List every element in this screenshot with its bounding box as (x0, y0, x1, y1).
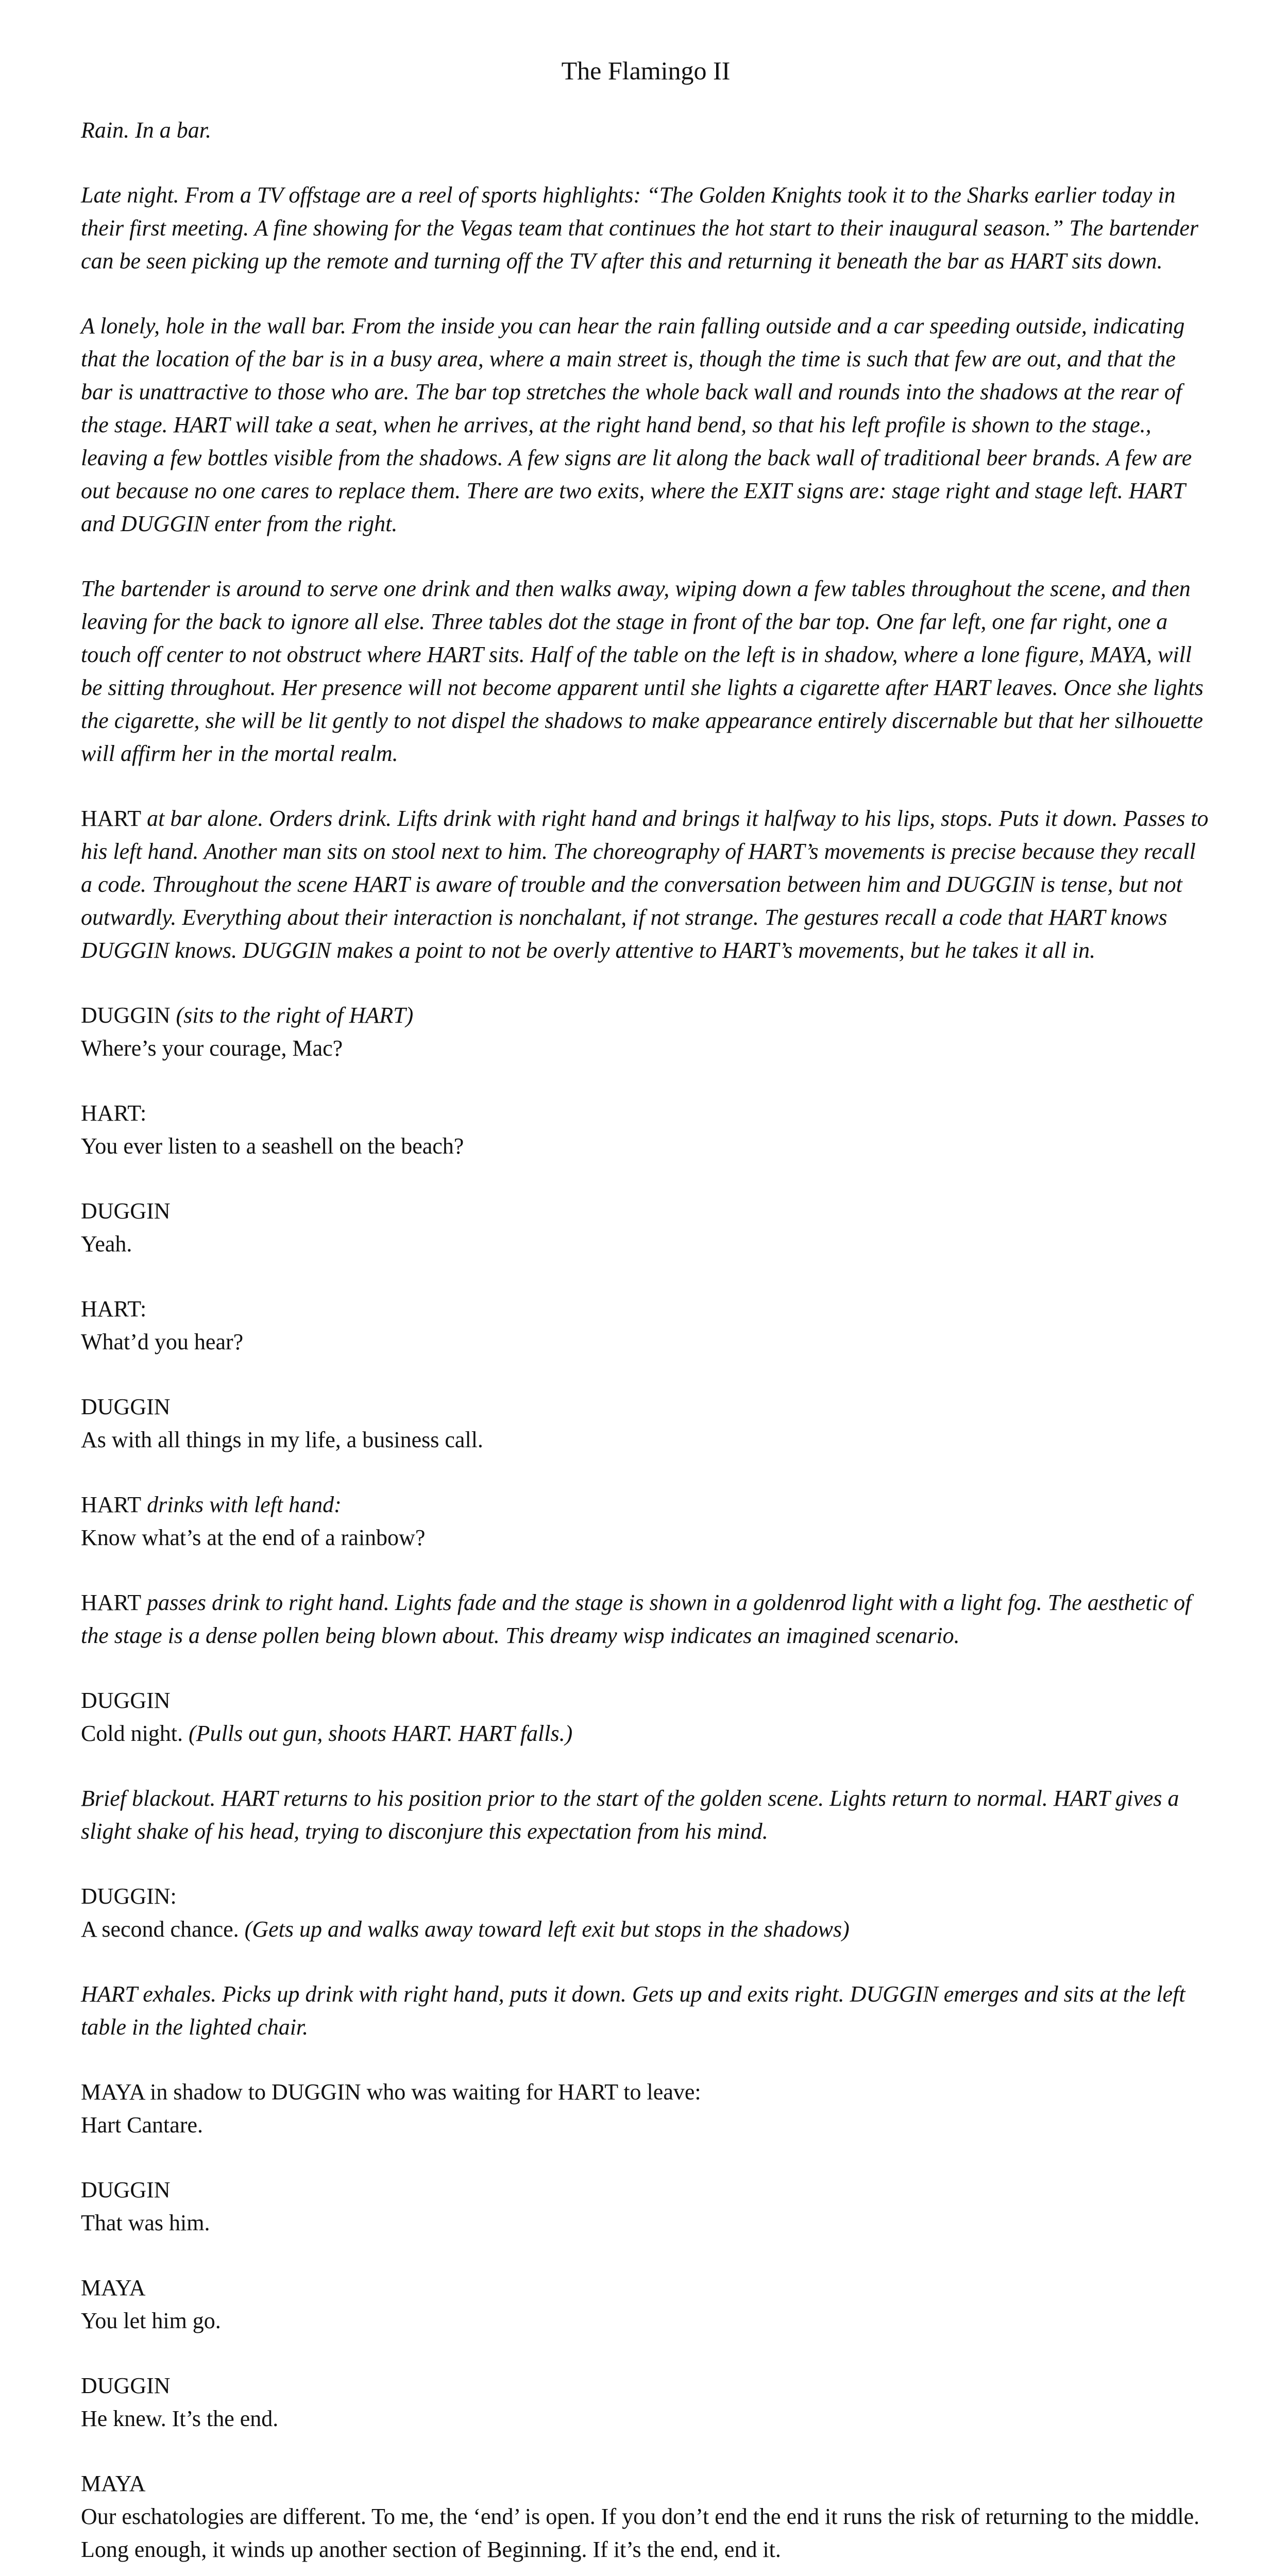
dialogue-text: Yeah. (81, 1231, 132, 1257)
dialogue-line (81, 1913, 1211, 1946)
character-name: DUGGIN (81, 1003, 171, 1028)
stage-direction-text: at bar alone. Orders drink. Lifts drink with right hand and brings it halfway to his lips, stops. Puts it down. Passes to his left hand. Another man sits on stool next to him. The choreography of HART’s movements is precise because they recall a code. Throughout the scene HART is aware of trouble and the conversation between him and DUGGIN is tense, but not outwardly. Everything about their interaction is nonchalant, if not strange. The gestures recall a code that HART knows DUGGIN knows. DUGGIN makes a point to not be overly attentive to HART’s movements, but he takes it all in. (81, 806, 1209, 963)
dialogue-block (81, 999, 1211, 1065)
dialogue-text: Know what’s at the end of a rainbow? (81, 1525, 426, 1550)
character-name: DUGGIN: (81, 1884, 177, 1909)
character-name: DUGGIN (81, 1688, 171, 1713)
dialogue-text: He knew. It’s the end. (81, 2406, 279, 2431)
character-name: HART (81, 1492, 142, 1517)
dialogue-block (81, 2369, 1211, 2435)
character-name: HART: (81, 1100, 147, 1126)
stage-direction-text: passes drink to right hand. Lights fade and the stage is shown in a goldenrod light with a light fog. The aesthetic of the stage is a dense pollen being blown about. This dreamy wisp indicates an imagined scenario. (81, 1590, 1192, 1648)
character-name: MAYA (81, 2275, 146, 2300)
dialogue-block (81, 2272, 1211, 2337)
character-name: HART: (81, 1296, 147, 1321)
character-name: DUGGIN (81, 2177, 171, 2202)
dialogue-text: That was him. (81, 2210, 210, 2235)
dialogue-block (81, 1880, 1211, 1946)
dialogue-block (81, 1097, 1211, 1163)
dialogue-block (81, 1391, 1211, 1456)
stage-direction-blackout: Brief blackout. HART returns to his position prior to the start of the golden scene. Lights return to normal. HART gives a slight shake of his head, trying to disconjure this expectation from his mind. (81, 1786, 1179, 1844)
character-name: HART (81, 806, 142, 831)
dialogue-text: Cold night. (81, 1721, 189, 1746)
page-title: The Flamingo II (561, 56, 731, 85)
dialogue-block (81, 2076, 1211, 2142)
stage-direction-hart-exits: HART exhales. Picks up drink with right hand, puts it down. Gets up and exits right. DUGGIN emerges and sits at the left table in the lighted chair. (81, 1981, 1185, 2040)
parenthetical: (Gets up and walks away toward left exit but stops in the shadows) (244, 1917, 850, 1942)
stage-direction-bartender: The bartender is around to serve one drink and then walks away, wiping down a few tables throughout the scene, and then leaving for the back to ignore all else. Three tables dot the stage in front of the bar top. One far left, one far right, one a touch off center to not obstruct where HART sits. Half of the table on the left is in shadow, where a lone figure, MAYA, will be sitting throughout. Her presence will not become apparent until she lights a cigarette after HART leaves. Once she lights the cigarette, she will be lit gently to not dispel the shadows to make appearance entirely discernable but that her silhouette will affirm her in the mortal realm. (81, 576, 1204, 766)
dialogue-text: As with all things in my life, a business call. (81, 1427, 483, 1452)
character-name: MAYA (81, 2471, 146, 2496)
stage-direction-bar: A lonely, hole in the wall bar. From the inside you can hear the rain falling outside and a car speeding outside, indicating that the location of the bar is in a busy area, where a main street is, though the time is such that few are out, and that the bar is unattractive to those who are. The bar top stretches the whole back wall and rounds into the shadows at the rear of the stage. HART will take a seat, when he arrives, at the right hand bend, so that his left profile is shown to the stage., leaving a few bottles visible from the shadows. A few signs are lit along the back wall of traditional beer brands. A few are out because no one cares to replace them. There are two exits, where the EXIT signs are: stage right and stage left. HART and DUGGIN enter from the right. (81, 313, 1192, 536)
parenthetical: (sits to the right of HART) (170, 1003, 414, 1028)
dialogue-text: You let him go. (81, 2308, 221, 2333)
character-name: DUGGIN (81, 1198, 171, 1224)
setting-direction: Rain. In a bar. (81, 117, 211, 143)
parenthetical: drinks with left hand: (141, 1492, 342, 1517)
stage-direction-golden-scene (81, 1586, 1211, 1652)
dialogue-block (81, 1488, 1211, 1554)
character-name: DUGGIN (81, 2373, 171, 2398)
dialogue-text: What’d you hear? (81, 1329, 244, 1354)
character-name: MAYA in shadow to DUGGIN who was waiting for HART to leave: (81, 2079, 701, 2105)
dialogue-text: Where’s your courage, Mac? (81, 1036, 343, 1061)
parenthetical: (Pulls out gun, shoots HART. HART falls.) (189, 1721, 573, 1746)
speaker-line (81, 999, 1211, 1032)
dialogue-text: Our eschatologies are different. To me, the ‘end’ is open. If you don’t end the end it runs the risk of returning to the middle. Long enough, it winds up another section of Beginning. If it’s the end, end it. (81, 2504, 1200, 2562)
stage-direction-tv: Late night. From a TV offstage are a reel of sports highlights: “The Golden Knights took it to the Sharks earlier today in their first meeting. A fine showing for the Vegas team that continues the hot start to their inaugural season.” The bartender can be seen picking up the remote and turning off the TV after this and returning it beneath the bar as HART sits down. (81, 182, 1198, 274)
stage-direction-hart-enters (81, 802, 1211, 967)
character-name: DUGGIN (81, 1394, 171, 1419)
dialogue-block (81, 1195, 1211, 1261)
dialogue-block (81, 2174, 1211, 2240)
dialogue-block (81, 2467, 1211, 2566)
dialogue-block (81, 1684, 1211, 1750)
speaker-line (81, 1488, 1211, 1521)
dialogue-line (81, 1717, 1211, 1750)
dialogue-text: You ever listen to a seashell on the beach? (81, 1133, 464, 1159)
dialogue-block (81, 1293, 1211, 1359)
dialogue-text: A second chance. (81, 1917, 245, 1942)
character-name: HART (81, 1590, 142, 1615)
dialogue-text: Hart Cantare. (81, 2112, 203, 2138)
